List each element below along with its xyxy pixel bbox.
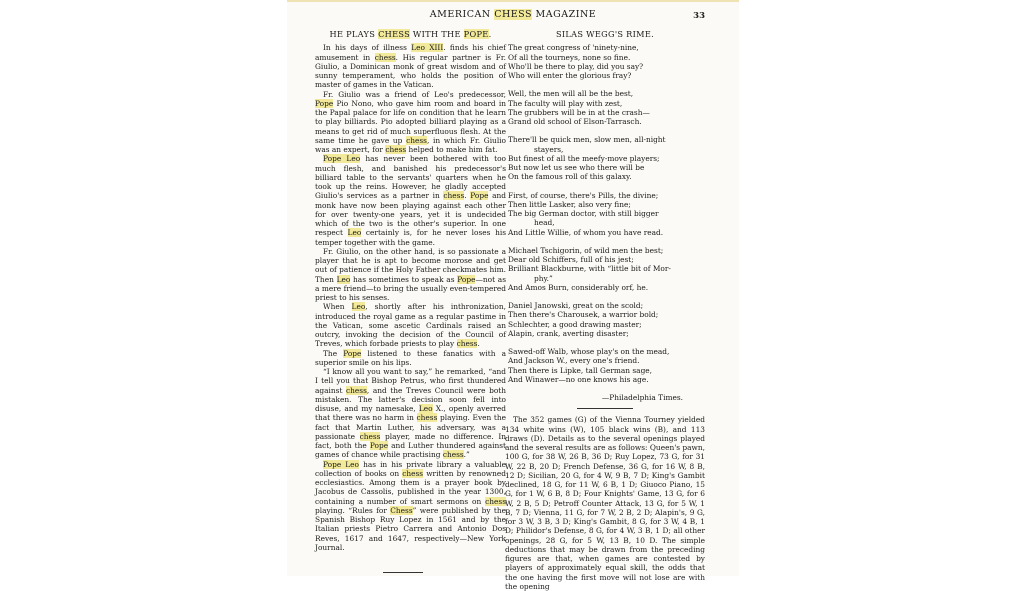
poem-stanza — [508, 43, 705, 80]
running-title-highlight: CHESS — [494, 9, 533, 20]
article-paragraph — [315, 349, 506, 368]
poem-line: The great congress of 'ninety-nine, — [508, 43, 639, 53]
poem-line: Schlechter, a good drawing master; — [508, 319, 642, 329]
highlighted-term: chess — [374, 52, 396, 62]
highlighted-term: Leo — [336, 274, 351, 284]
highlighted-term: chess — [346, 385, 367, 395]
text-run: When — [323, 302, 352, 312]
poem-body — [505, 43, 705, 384]
highlighted-term: Leo — [351, 302, 366, 312]
text-run: listened to these fanatics with a superior smile on his lips. — [315, 348, 506, 367]
text-run: written by renowned ecclesiastics. Among them is a prayer book by Jacobus de Cassolis, published in the year 1300, containing a number of smart sermons on — [315, 468, 506, 506]
highlighted-term: Pope Leo — [323, 154, 361, 164]
text-run: , and the Treves Council were both mistaken. The latter's decision soon fell into disuse, and my namesake, — [315, 385, 506, 413]
poem-line: Then there is Lipke, tall German sage, — [508, 365, 653, 375]
poem-title: SILAS WEGG'S RIME. — [555, 29, 655, 39]
poem-stanza — [508, 301, 705, 338]
text-run: helped to make him fat. — [406, 145, 498, 154]
highlighted-term: Leo — [418, 404, 433, 413]
poem-line: head, — [534, 218, 555, 228]
poem-line: And Little Willie, of whom you have read. — [508, 227, 664, 237]
article-paragraph — [315, 367, 506, 460]
text-run: Fr. Giulio, on the other hand, is so passionate a player that he is apt to become morose and get out of patience if the Holy Father checkmates him. Then — [315, 246, 506, 284]
text-run: and monk have now been playing against each other for over twenty-one years, yet it is undecided which of the two is the other's superior. In one respect — [315, 191, 506, 238]
poem-line: Michael Tschigorin, of wild men the best; — [508, 245, 664, 255]
poem-stanza — [508, 89, 705, 126]
poem-stanza — [508, 191, 705, 237]
text-run: and Luther thundered against games of chance while practising — [315, 441, 506, 460]
poem-stanza — [508, 246, 705, 292]
article-paragraph — [315, 302, 506, 348]
highlighted-term: chess — [485, 496, 506, 506]
poem-attribution: —Philadelphia Times. — [601, 393, 683, 402]
text-run: . — [477, 339, 480, 349]
article-paragraph — [315, 154, 506, 247]
poem-line: Well, the men will all be the best, — [508, 89, 634, 99]
poem-line: Then there's Charousek, a warrior bold; — [508, 310, 659, 320]
poem-line: There'll be quick men, slow men, all-night — [508, 135, 666, 145]
text-run: has sometimes to speak as — [350, 274, 458, 284]
highlighted-term: Pope — [315, 98, 334, 108]
text-run: ” were published by the Spanish Bishop Ruy Lopez in 1561 and by the Italian priests Pietro Carrera and Antonio Dos Reves, 1617 and 1647, respectively—New York Journal. — [315, 505, 507, 552]
running-title-post: MAGAZINE — [532, 9, 597, 20]
text-run: has in his private library a valuable collection of books on — [315, 459, 506, 478]
text-run: has never been bothered with too much flesh, and banished his predecessor's billiard table to the servants' quarters when he took up the reins. However, he gladly accepted Giulio's services as a partner in — [315, 154, 506, 201]
poem-line: phy.” — [534, 273, 553, 283]
poem-line: On the famous roll of this galaxy. — [508, 172, 632, 182]
poem-line: Daniel Janowski, great on the scold; — [508, 301, 644, 310]
poem-line: And Amos Burn, considerably orf, he. — [508, 282, 649, 292]
text-run: , shortly after his inthronization, introduced the royal game as a regular pastime in the Vatican, some ascetic Cardinals raised an outcry, invoking the decision of the Council of Treves, which forbade priests to play — [315, 302, 506, 349]
highlighted-term: chess — [443, 191, 465, 201]
text-run: “I know all you want to say,” he remarked, “and I tell you that Bishop Petrus, who first thundered against — [315, 367, 506, 395]
text-run: . His regular partner is Fr. Giulio, a Dominican monk of great wisdom and of sunny temperament, who holds the position of master of games in the Vatican. — [315, 52, 506, 90]
text-run: X., openly averred that there was no harm in — [315, 404, 506, 423]
text-run: player, made no difference. In fact, both the — [315, 431, 506, 450]
article-paragraph — [315, 90, 506, 155]
poem-line: And Jackson W., every one's friend. — [508, 356, 640, 366]
text-run: —not as a mere friend—to bring the usually even-tempered priest to his senses. — [315, 274, 506, 302]
poem-line: Grand old school of Elson-Tarrasch. — [508, 117, 642, 126]
poem-stanza — [508, 347, 705, 384]
highlighted-term: chess — [442, 450, 464, 460]
poem-line: Then little Lasker, also very fine; — [508, 199, 631, 209]
text-run: certainly is, for he never loses his temper together with the game. — [315, 228, 507, 247]
vienna-tourney-paragraph: The 352 games (G) of the Vienna Tourney yielded 134 white wins (W), 105 black wins (B), and 113 draws (D). Details as to the several openings played and the several results are as follows: Queen's pawn, 100 G, for 38 W, 26 B, 36 D; Ruy Lopez, 73 G, for 31 W, 22 B, 20 D; French Defense, 36 G, for 16 W, 8 B, 12 D; Sicilian, 20 G, for 4 W, 9 B, 7 D; King's Gambit declined, 18 G, for 11 W, 6 B, 1 D; Giuoco Piano, 15 G, for 1 W, 6 B, 8 D; Four Knights' Game, 13 G, for 6 W, 2 B, 5 D; Petroff Counter Attack, 13 G, for 5 W, 1 B, 7 D; Vienna, 11 G, for 7 W, 2 B, 2 D; Alapin's, 9 G, for 3 W, 3 B, 3 D; King's Gambit, 8 G, for 3 W, 4 B, 1 D; Philidor's Defense, 8 G, for 4 W, 3 B, 1 D; all other openings, 28 G, for 5 W, 13 B, 10 D. The simple deductions that may be drawn from the preceding figures are that, when games are contested by players of approximately equal skill, the odds that the one having the first move will not lose are with the opening — [505, 415, 705, 591]
highlighted-term: chess — [385, 145, 407, 154]
poem-line: Who will enter the glorious fray? — [508, 71, 632, 80]
section-divider — [577, 408, 633, 409]
article-headline — [315, 30, 506, 39]
text-run: HE PLAYS — [329, 29, 379, 39]
right-column — [505, 28, 705, 591]
poem-line: Who'll be there to play, did you say? — [508, 61, 644, 71]
highlighted-term: Pope — [369, 441, 389, 450]
text-run: . — [464, 191, 471, 201]
poem-line: But finest of all the meefy-move players; — [508, 153, 660, 163]
page-number: 33 — [693, 11, 705, 21]
highlighted-term: Pope — [343, 348, 362, 358]
magazine-page — [287, 0, 739, 591]
poem-line: Sawed-off Walb, whose play's on the mead, — [508, 347, 670, 356]
highlighted-term: POPE — [463, 29, 489, 39]
text-run: . — [488, 29, 492, 39]
text-run: , in which Fr. Giulio was an expert, for — [315, 135, 506, 154]
text-run: . finds his chief amusement in — [315, 43, 506, 62]
poem-line: The grubbers will be in at the crash— — [508, 107, 650, 117]
running-title-pre: AMERICAN — [429, 9, 495, 20]
article-paragraph — [315, 43, 506, 89]
article-paragraph — [315, 247, 506, 303]
poem-line: But now let us see who there will be — [508, 163, 645, 172]
text-run: playing. “Rules for — [315, 505, 391, 515]
highlighted-term: CHESS — [378, 29, 411, 39]
highlighted-term: Pope — [457, 274, 476, 284]
poem-line: Dear old Schiffers, full of his jest; — [508, 255, 634, 264]
poem-line: And Winawer—no one knows his age. — [508, 374, 649, 384]
text-run: In his days of illness — [323, 43, 412, 53]
poem-line: The faculty will play with zest, — [508, 98, 623, 108]
highlighted-term: chess — [456, 339, 478, 349]
left-column — [315, 28, 506, 552]
poem-line: stayers, — [534, 144, 564, 154]
article-paragraph — [315, 460, 506, 553]
poem-line: Brilliant Blackburne, with “little bit of Mor- — [508, 264, 671, 274]
article-body — [315, 43, 506, 552]
text-run: The — [323, 348, 344, 358]
highlighted-term: Leo — [347, 228, 362, 238]
text-run: Fr. Giulio was a friend of Leo's predecessor, — [323, 89, 506, 99]
highlighted-term: Pope Leo — [323, 459, 360, 469]
highlighted-term: Pope — [470, 191, 489, 201]
poem-stanza — [508, 135, 705, 181]
page-top-border — [287, 0, 739, 2]
poem-line: First, of course, there's Pills, the divine; — [508, 190, 659, 200]
highlighted-term: Leo XIII — [411, 43, 444, 53]
text-run: .” — [463, 450, 470, 460]
bottom-divider — [383, 572, 423, 573]
text-run: WITH THE — [410, 29, 464, 39]
poem-line: Alapin, crank, averting disaster; — [508, 328, 629, 338]
highlighted-term: chess — [402, 468, 424, 478]
highlighted-term: Chess — [390, 505, 413, 515]
highlighted-term: chess — [406, 135, 427, 145]
poem-line: Of all the tourneys, none so fine. — [508, 52, 631, 62]
poem-line: The big German doctor, with still bigger — [508, 209, 659, 218]
running-head — [287, 9, 739, 20]
highlighted-term: chess — [416, 413, 438, 423]
highlighted-term: chess — [359, 431, 381, 441]
text-run: Pio Nono, who gave him room and board in the Papal palace for life on condition that he learn to play billiards. Pio adopted billiard playing as a means to get rid of much superfluous flesh. At the same time he gave up — [315, 98, 506, 145]
text-run: playing. Even the fact that Martin Luther, his adversary, was a passionate — [315, 413, 506, 441]
